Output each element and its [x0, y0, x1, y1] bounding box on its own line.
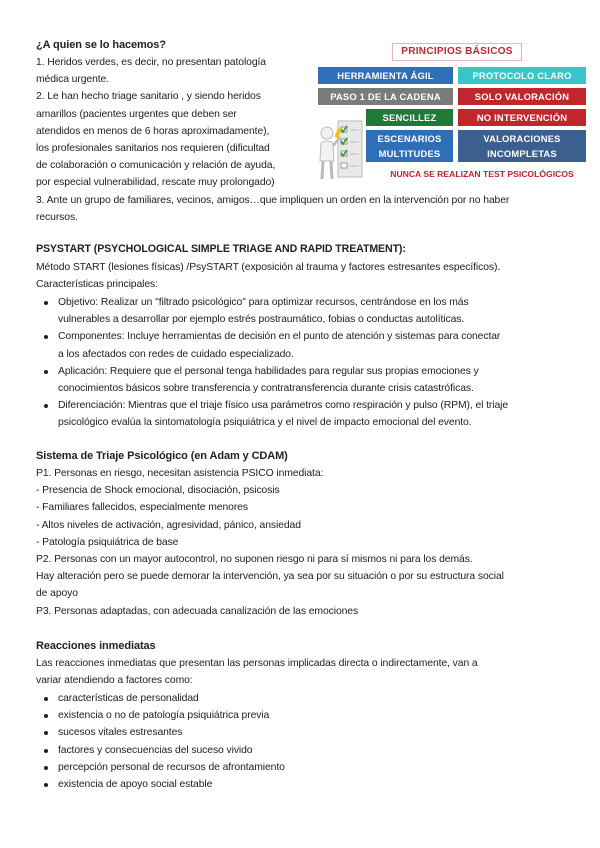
text-line: de colaboración o comunicación y relación de ayuda,	[36, 160, 276, 172]
box-no-intervencion: NO INTERVENCIÓN	[458, 109, 586, 126]
principios-basicos-infographic	[314, 41, 590, 187]
section-heading-reacciones: Reacciones inmediatas	[36, 640, 156, 652]
text-line: de apoyo	[36, 588, 78, 600]
box-line: INCOMPLETAS	[487, 148, 557, 159]
section1-narrow-paragraph	[36, 54, 275, 192]
section2-intro	[36, 259, 500, 293]
box-protocolo-claro: PROTOCOLO CLARO	[458, 67, 586, 84]
text-line: Componentes: Incluye herramientas de decisión en el punto de atención y sistemas para conectar	[58, 331, 501, 343]
section3-paragraph	[36, 465, 504, 620]
text-line: psicológico evalúa la sintomatología psiquiátrica y el nivel de impacto emocional del evento.	[58, 417, 472, 429]
text-line: - Patología psiquiátrica de base	[36, 536, 179, 548]
list-item	[36, 397, 508, 431]
list-item: factores y consecuencias del suceso vivido	[36, 742, 285, 759]
text-line: P2. Personas con un mayor autocontrol, no suponen riesgo ni para sí mismos ni para los demás.	[36, 554, 473, 566]
box-line: VALORACIONES	[483, 133, 561, 144]
text-line: recursos.	[36, 212, 78, 224]
text-line: 2. Le han hecho triage sanitario , y siendo heridos	[36, 91, 261, 103]
box-herramienta-agil: HERRAMIENTA ÁGIL	[318, 67, 453, 84]
box-line: MULTITUDES	[378, 148, 441, 159]
box-sencillez: SENCILLEZ	[366, 109, 453, 126]
text-line: - Altos niveles de activación, agresividad, pánico, ansiedad	[36, 519, 301, 531]
box-escenarios-multitudes	[366, 130, 453, 162]
text-line: Método START (lesiones físicas) /PsySTART (exposición al trauma y factores estresantes específicos).	[36, 262, 501, 273]
list-item: existencia o no de patología psiquiátrica previa	[36, 707, 285, 724]
text-line: - Familiares fallecidos, especialmente menores	[36, 502, 248, 514]
text-line: Las reacciones inmediatas que presentan las personas implicadas directa o indirectamente, van a	[36, 658, 478, 669]
list-item	[36, 294, 508, 328]
text-line: conocimientos básicos sobre transferencia y contratransferencia durante crisis catastróficas.	[58, 383, 474, 395]
section1-wide-paragraph	[36, 192, 509, 226]
text-line: Diferenciación: Mientras que el triaje físico usa parámetros como respiración y pulso (RPM), el triaje	[58, 400, 509, 412]
text-line: por especial vulnerabilidad, rescate muy prolongado)	[36, 177, 275, 189]
list-item	[36, 363, 508, 397]
section-heading-sistema-triaje: Sistema de Triaje Psicológico (en Adam y CDAM)	[36, 450, 288, 462]
text-line: a los afectados con redes de cuidado especializado.	[58, 348, 294, 360]
list-item	[36, 328, 508, 362]
text-line: vulnerables a desarrollar por ejemplo estrés postraumático, fobias o conductas autolíticas.	[58, 314, 465, 326]
section-heading-a-quien: ¿A quien se lo hacemos?	[36, 39, 166, 51]
section-heading-psystart: PSYSTART (PSYCHOLOGICAL SIMPLE TRIAGE AND RAPID TREATMENT):	[36, 243, 406, 255]
box-valoraciones-incompletas	[458, 130, 586, 162]
box-solo-valoracion: SOLO VALORACIÓN	[458, 88, 586, 105]
list-item: sucesos vitales estresantes	[36, 724, 285, 741]
infographic-title: PRINCIPIOS BÁSICOS	[392, 43, 522, 61]
text-line: - Presencia de Shock emocional, disociación, psicosis	[36, 485, 280, 497]
text-line: variar atendiendo a factores como:	[36, 675, 193, 687]
infographic-footer: NUNCA SE REALIZAN TEST PSICOLÓGICOS	[390, 169, 574, 179]
text-line: los profesionales sanitarios nos requieren (dificultad	[36, 143, 270, 155]
text-line: Hay alteración pero se puede demorar la intervención, ya sea por su situación o por su estructura social	[36, 571, 504, 583]
text-line: médica urgente.	[36, 74, 110, 86]
text-line: atendidos en menos de 6 horas aproximadamente),	[36, 125, 270, 137]
section4-intro	[36, 655, 478, 689]
text-line: amarillos (pacientes urgentes que deben ser	[36, 108, 237, 120]
reacciones-bullet-list	[36, 690, 285, 793]
text-line: P1. Personas en riesgo, necesitan asistencia PSICO inmediata:	[36, 468, 324, 479]
box-paso-1: PASO 1 DE LA CADENA	[318, 88, 453, 105]
checklist-figure-icon	[314, 113, 366, 185]
list-item: existencia de apoyo social estable	[36, 776, 285, 793]
text-line: Objetivo: Realizar un "filtrado psicológico" para optimizar recursos, centrándose en los más	[58, 297, 469, 308]
list-item: percepción personal de recursos de afrontamiento	[36, 759, 285, 776]
text-line: Características principales:	[36, 279, 158, 291]
text-line: 3. Ante un grupo de familiares, vecinos, amigos…que impliquen un orden en la intervención por no haber	[36, 195, 510, 206]
text-line: P3. Personas adaptadas, con adecuada canalización de las emociones	[36, 605, 359, 617]
text-line: Aplicación: Requiere que el personal tenga habilidades para regular sus propias emociones y	[58, 365, 479, 377]
box-line: ESCENARIOS	[377, 133, 442, 144]
psystart-bullet-list	[36, 294, 508, 432]
list-item: características de personalidad	[36, 690, 285, 707]
text-line: 1. Heridos verdes, es decir, no presentan patología	[36, 57, 266, 68]
